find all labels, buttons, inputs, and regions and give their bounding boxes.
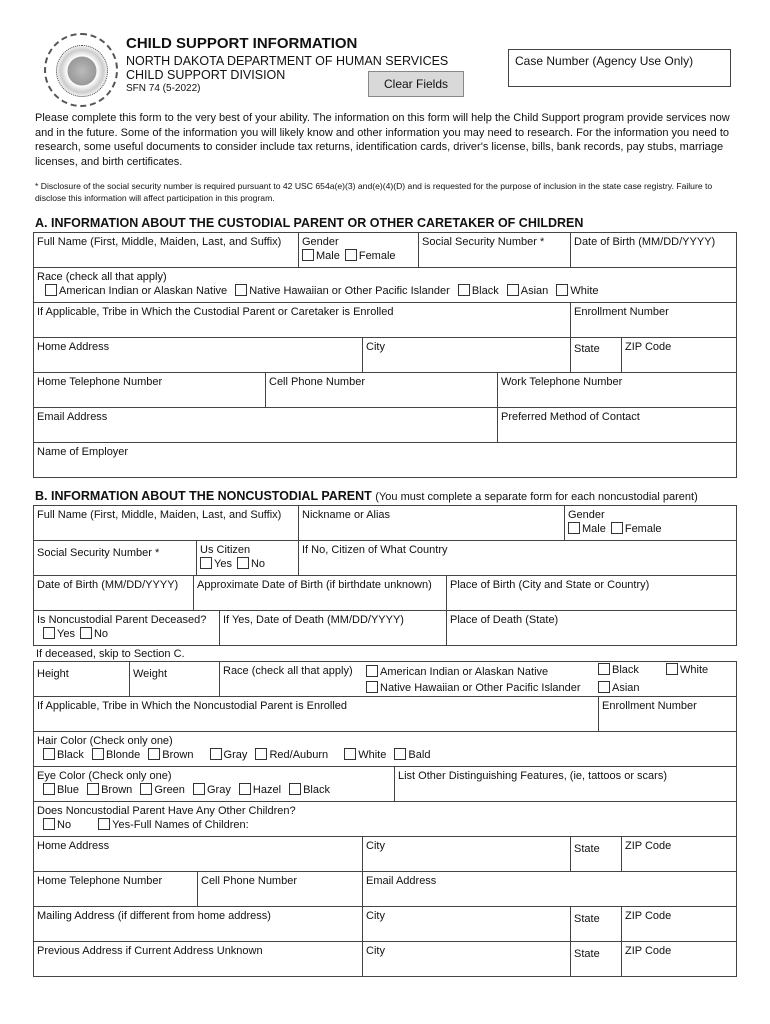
- b-hair-option[interactable]: [148, 749, 193, 761]
- form-number: SFN 74 (5-2022): [126, 83, 201, 94]
- b-eye-option[interactable]: [193, 784, 231, 796]
- b-gender-male[interactable]: [568, 523, 606, 535]
- b-zip-label: ZIP Code: [625, 840, 672, 852]
- checkbox-icon[interactable]: [43, 783, 55, 795]
- checkbox-icon[interactable]: [43, 748, 55, 760]
- a-home-address-field[interactable]: [33, 337, 363, 373]
- b-eye-field: [33, 766, 395, 802]
- checkbox-icon[interactable]: [237, 557, 249, 569]
- b-hair-option-label: Brown: [162, 749, 194, 761]
- b-citizen-label: Us Citizen: [200, 544, 251, 556]
- b-email-field[interactable]: [362, 871, 737, 907]
- b-eye-option-label: Hazel: [252, 784, 282, 796]
- a-race-option[interactable]: [507, 285, 549, 297]
- intro-paragraph: Please complete this form to the very best of your ability. The information on this form will help the Child Support program provide services now and in the future. Some of the information you will likely know and other information you may need to research. For the information you need to research, some useful documents to consider include tax returns, identification cards, driver's license, bills, bank records, pay stubs, marriage licenses, and birth certificates.: [35, 112, 730, 168]
- b-deceased-yes[interactable]: [43, 628, 75, 640]
- b-zip-field[interactable]: [621, 836, 737, 872]
- b-hair-option-label: Bald: [408, 749, 431, 761]
- b-race-option[interactable]: [598, 681, 640, 695]
- b-mailing-zip-label: ZIP Code: [625, 910, 672, 922]
- b-yes-label: Yes: [214, 558, 232, 570]
- form-title: CHILD SUPPORT INFORMATION: [126, 35, 358, 52]
- b-children-yes-label: Yes-Full Names of Children:: [112, 819, 249, 831]
- b-home-phone-label: Home Telephone Number: [37, 875, 163, 887]
- b-hair-field: [33, 731, 737, 767]
- checkbox-icon[interactable]: [148, 748, 160, 760]
- a-enrollment-field[interactable]: [570, 302, 737, 338]
- b-city-field[interactable]: [362, 836, 571, 872]
- b-race-option-label: American Indian or Alaskan Native: [380, 666, 549, 678]
- b-citizen-country-field[interactable]: [298, 540, 737, 576]
- b-ssn-label: Social Security Number *: [37, 547, 160, 559]
- b-race-option[interactable]: [366, 681, 581, 695]
- checkbox-icon[interactable]: [43, 818, 55, 830]
- b-hair-option[interactable]: [344, 749, 386, 761]
- b-cell-phone-label: Cell Phone Number: [201, 875, 297, 887]
- checkbox-icon[interactable]: [507, 284, 519, 296]
- b-previous-city-field[interactable]: [362, 941, 571, 977]
- a-tribe-field[interactable]: [33, 302, 571, 338]
- b-previous-zip-field[interactable]: [621, 941, 737, 977]
- b-previous-state-field[interactable]: [570, 941, 622, 977]
- b-race-option-label: Native Hawaiian or Other Pacific Islander: [380, 682, 581, 694]
- a-full-name-field[interactable]: [33, 232, 299, 268]
- b-race-label: Race (check all that apply): [223, 665, 353, 677]
- b-death-date-field[interactable]: [219, 610, 447, 646]
- checkbox-icon[interactable]: [366, 681, 378, 693]
- b-mailing-address-field[interactable]: [33, 906, 363, 942]
- checkbox-icon[interactable]: [344, 748, 356, 760]
- a-city-label: City: [366, 341, 385, 353]
- b-citizen-yes[interactable]: [200, 558, 232, 570]
- b-birth-place-label: Place of Birth (City and State or Country): [450, 579, 650, 591]
- a-race-field: [33, 267, 737, 303]
- a-home-phone-field[interactable]: [33, 372, 266, 408]
- b-male-label: Male: [582, 523, 606, 535]
- b-race-option[interactable]: [598, 663, 639, 677]
- b-gender-field: [564, 505, 737, 541]
- b-full-name-label: Full Name (First, Middle, Maiden, Last, and Suffix): [37, 509, 282, 521]
- a-race-option[interactable]: [235, 285, 450, 297]
- a-zip-label: ZIP Code: [625, 341, 672, 353]
- a-email-label: Email Address: [37, 411, 108, 423]
- a-state-field[interactable]: [570, 337, 622, 373]
- a-full-name-label: Full Name (First, Middle, Maiden, Last, and Suffix): [37, 236, 282, 248]
- b-ssn-field[interactable]: [33, 540, 197, 576]
- b-hair-option-label: Black: [57, 749, 84, 761]
- b-hair-option[interactable]: [43, 749, 84, 761]
- b-deceased-note: If deceased, skip to Section C.: [36, 648, 185, 660]
- a-race-option-label: White: [570, 285, 599, 297]
- checkbox-icon[interactable]: [98, 818, 110, 830]
- checkbox-icon[interactable]: [239, 783, 251, 795]
- case-number-label: Case Number (Agency Use Only): [515, 54, 694, 68]
- b-mailing-address-label: Mailing Address (if different from home address): [37, 910, 271, 922]
- a-enrollment-label: Enrollment Number: [574, 306, 669, 318]
- a-race-option-label: Asian: [520, 285, 549, 297]
- b-hair-option[interactable]: [394, 749, 430, 761]
- a-female-label: Female: [358, 250, 396, 262]
- checkbox-icon[interactable]: [611, 522, 623, 534]
- checkbox-icon[interactable]: [666, 663, 678, 675]
- b-weight-field[interactable]: [129, 661, 220, 697]
- section-b-title-text: B. INFORMATION ABOUT THE NONCUSTODIAL PARENT: [35, 489, 372, 503]
- a-race-option-label: Black: [471, 285, 499, 297]
- b-hair-option-label: White: [358, 749, 387, 761]
- checkbox-icon[interactable]: [92, 748, 104, 760]
- a-dob-field[interactable]: [570, 232, 737, 268]
- b-mailing-zip-field[interactable]: [621, 906, 737, 942]
- a-tribe-label: If Applicable, Tribe in Which the Custodial Parent or Caretaker is Enrolled: [37, 306, 394, 318]
- b-mailing-city-label: City: [366, 910, 385, 922]
- b-hair-option[interactable]: [255, 749, 328, 761]
- checkbox-icon[interactable]: [140, 783, 152, 795]
- b-previous-zip-label: ZIP Code: [625, 945, 672, 957]
- checkbox-icon[interactable]: [302, 249, 314, 261]
- b-children-yes[interactable]: [98, 819, 249, 831]
- b-eye-option[interactable]: [43, 784, 79, 796]
- b-enrollment-field[interactable]: [598, 696, 737, 732]
- b-race-option[interactable]: [666, 663, 708, 677]
- checkbox-icon[interactable]: [235, 284, 247, 296]
- b-eye-option[interactable]: [289, 784, 330, 796]
- checkbox-icon[interactable]: [87, 783, 99, 795]
- b-enrollment-label: Enrollment Number: [602, 700, 697, 712]
- a-race-option-label: Native Hawaiian or Other Pacific Islander: [249, 285, 450, 297]
- checkbox-icon[interactable]: [458, 284, 470, 296]
- b-hair-option[interactable]: [92, 749, 140, 761]
- b-citizen-field: [196, 540, 299, 576]
- checkbox-icon[interactable]: [556, 284, 568, 296]
- b-death-place-field[interactable]: [446, 610, 737, 646]
- b-height-field[interactable]: [33, 661, 130, 697]
- checkbox-icon[interactable]: [568, 522, 580, 534]
- b-nickname-label: Nickname or Alias: [302, 509, 391, 521]
- section-b-note: (You must complete a separate form for each noncustodial parent): [375, 491, 698, 503]
- b-mailing-state-field[interactable]: [570, 906, 622, 942]
- a-employer-label: Name of Employer: [37, 446, 129, 458]
- b-eye-option-label: Blue: [57, 784, 80, 796]
- checkbox-icon[interactable]: [598, 681, 610, 693]
- a-state-label: State: [574, 343, 600, 355]
- b-deceased-field: [33, 610, 220, 646]
- b-race-option[interactable]: [366, 665, 548, 679]
- a-dob-label: Date of Birth (MM/DD/YYYY): [574, 236, 716, 248]
- b-children-no-label: No: [57, 819, 72, 831]
- b-mailing-state-label: State: [574, 913, 600, 925]
- checkbox-icon[interactable]: [200, 557, 212, 569]
- b-children-no[interactable]: [43, 819, 71, 831]
- b-previous-city-label: City: [366, 945, 385, 957]
- b-tribe-label: If Applicable, Tribe in Which the Noncustodial Parent is Enrolled: [37, 700, 347, 712]
- b-features-field[interactable]: [394, 766, 737, 802]
- a-cell-phone-field[interactable]: [265, 372, 498, 408]
- b-email-label: Email Address: [366, 875, 437, 887]
- b-height-label: Height: [37, 668, 69, 680]
- b-eye-option-label: Green: [154, 784, 185, 796]
- a-contact-method-label: Preferred Method of Contact: [501, 411, 640, 423]
- b-dob-field[interactable]: [33, 575, 194, 611]
- a-race-option-label: American Indian or Alaskan Native: [59, 285, 228, 297]
- ssn-disclosure: * Disclosure of the social security number is required pursuant to 42 USC 654a(e)(3) and(e)(4)(D) and is requested for the purpose of inclusion in the state case registry. Failure to disclose this information will affect participation in this program.: [35, 181, 713, 203]
- b-tribe-field[interactable]: [33, 696, 599, 732]
- b-hair-option[interactable]: [210, 749, 248, 761]
- b-race-field: [219, 661, 737, 697]
- b-city-label: City: [366, 840, 385, 852]
- b-race-option-label: White: [680, 664, 709, 676]
- a-contact-method-field[interactable]: [497, 407, 737, 443]
- checkbox-icon[interactable]: [598, 663, 610, 675]
- b-state-label: State: [574, 843, 600, 855]
- b-death-date-label: If Yes, Date of Death (MM/DD/YYYY): [223, 614, 404, 626]
- b-hair-option-label: Gray: [223, 749, 248, 761]
- a-race-option[interactable]: [556, 285, 598, 297]
- a-gender-field: [298, 232, 419, 268]
- b-yes-label: Yes: [57, 628, 75, 640]
- b-gender-female[interactable]: [611, 523, 662, 535]
- checkbox-icon[interactable]: [193, 783, 205, 795]
- a-gender-male[interactable]: [302, 250, 340, 262]
- b-deceased-no[interactable]: [80, 628, 108, 640]
- b-eye-label: Eye Color (Check only one): [37, 770, 172, 782]
- a-race-label: Race (check all that apply): [37, 271, 167, 283]
- b-home-phone-field[interactable]: [33, 871, 198, 907]
- a-male-label: Male: [316, 250, 340, 262]
- department-name: NORTH DAKOTA DEPARTMENT OF HUMAN SERVICES: [126, 54, 449, 68]
- checkbox-icon[interactable]: [43, 627, 55, 639]
- a-ssn-field[interactable]: [418, 232, 571, 268]
- b-eye-option-label: Black: [303, 784, 330, 796]
- b-full-name-field[interactable]: [33, 505, 299, 541]
- a-gender-label: Gender: [302, 236, 339, 248]
- b-cell-phone-field[interactable]: [197, 871, 363, 907]
- a-email-field[interactable]: [33, 407, 498, 443]
- b-no-label: No: [250, 558, 266, 570]
- checkbox-icon[interactable]: [210, 748, 222, 760]
- b-eye-option-label: Gray: [206, 784, 231, 796]
- b-no-label: No: [93, 628, 109, 640]
- b-hair-option-label: Blonde: [105, 749, 141, 761]
- clear-fields-button[interactable]: Clear Fields: [368, 71, 464, 97]
- a-home-phone-label: Home Telephone Number: [37, 376, 163, 388]
- b-other-children-label: Does Noncustodial Parent Have Any Other Children?: [37, 805, 296, 817]
- state-seal-logo: [44, 33, 118, 107]
- b-previous-state-label: State: [574, 948, 600, 960]
- b-approx-dob-field[interactable]: [193, 575, 447, 611]
- b-weight-label: Weight: [133, 668, 168, 680]
- b-gender-label: Gender: [568, 509, 605, 521]
- b-state-field[interactable]: [570, 836, 622, 872]
- a-zip-field[interactable]: [621, 337, 737, 373]
- b-eye-option[interactable]: [239, 784, 281, 796]
- a-race-option[interactable]: [45, 285, 227, 297]
- b-dob-label: Date of Birth (MM/DD/YYYY): [37, 579, 179, 591]
- checkbox-icon[interactable]: [394, 748, 406, 760]
- b-home-address-label: Home Address: [37, 840, 110, 852]
- a-employer-field[interactable]: [33, 442, 737, 478]
- b-other-children-field: [33, 801, 737, 837]
- b-previous-address-field[interactable]: [33, 941, 363, 977]
- b-deceased-label: Is Noncustodial Parent Deceased?: [37, 614, 207, 626]
- b-nickname-field[interactable]: [298, 505, 565, 541]
- b-eye-option-label: Brown: [101, 784, 133, 796]
- b-approx-dob-label: Approximate Date of Birth (if birthdate unknown): [197, 579, 432, 591]
- b-death-place-label: Place of Death (State): [450, 614, 559, 626]
- b-eye-option[interactable]: [140, 784, 185, 796]
- checkbox-icon[interactable]: [289, 783, 301, 795]
- b-previous-address-label: Previous Address if Current Address Unknown: [37, 945, 263, 957]
- b-race-option-label: Black: [612, 664, 639, 676]
- b-eye-option[interactable]: [87, 784, 132, 796]
- a-gender-female[interactable]: [345, 250, 396, 262]
- b-hair-option-label: Red/Auburn: [269, 749, 329, 761]
- checkbox-icon[interactable]: [45, 284, 57, 296]
- a-city-field[interactable]: [362, 337, 571, 373]
- a-race-option[interactable]: [458, 285, 499, 297]
- a-home-address-label: Home Address: [37, 341, 110, 353]
- division-name: CHILD SUPPORT DIVISION: [126, 68, 286, 82]
- a-work-phone-label: Work Telephone Number: [501, 376, 623, 388]
- b-hair-label: Hair Color (Check only one): [37, 735, 173, 747]
- checkbox-icon[interactable]: [345, 249, 357, 261]
- checkbox-icon[interactable]: [80, 627, 92, 639]
- section-b-title: [35, 489, 698, 503]
- checkbox-icon[interactable]: [366, 665, 378, 677]
- a-ssn-label: Social Security Number *: [422, 236, 545, 248]
- b-citizen-no[interactable]: [237, 558, 265, 570]
- b-citizen-country-label: If No, Citizen of What Country: [302, 544, 448, 556]
- b-features-label: List Other Distinguishing Features, (ie, tattoos or scars): [398, 770, 667, 782]
- section-a-title: A. INFORMATION ABOUT THE CUSTODIAL PARENT OR OTHER CARETAKER OF CHILDREN: [35, 216, 584, 230]
- a-cell-phone-label: Cell Phone Number: [269, 376, 365, 388]
- b-birth-place-field[interactable]: [446, 575, 737, 611]
- b-mailing-city-field[interactable]: [362, 906, 571, 942]
- case-number-field[interactable]: [508, 49, 731, 87]
- a-work-phone-field[interactable]: [497, 372, 737, 408]
- b-home-address-field[interactable]: [33, 836, 363, 872]
- checkbox-icon[interactable]: [255, 748, 267, 760]
- b-race-option-label: Asian: [612, 682, 640, 694]
- b-female-label: Female: [624, 523, 662, 535]
